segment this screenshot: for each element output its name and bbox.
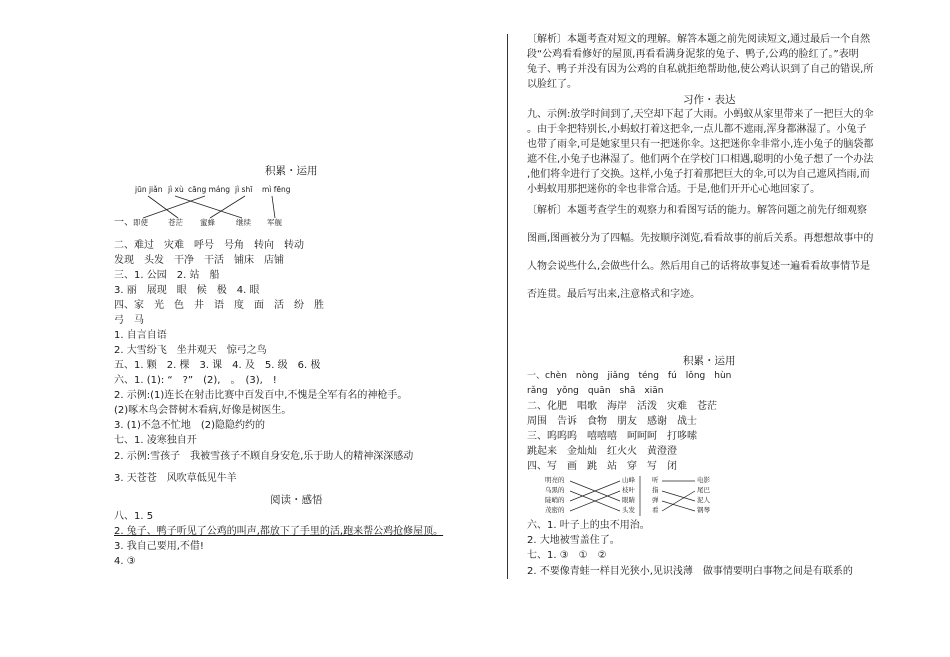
pinyin-3: cāng máng [188,185,231,194]
q8-answer-4: 4. ③ [114,556,136,567]
q4-line-2: 弓 马 [114,315,144,326]
q6-answer-2b: (2)啄木鸟会替树木看病,好像是树医生。 [114,405,292,416]
match-left-a-3: 陡峭的 [545,496,565,504]
match-left-b-3: 眼睛 [622,496,635,504]
q5-line: 五、1. 颗 2. 棵 3. 课 4. 及 5. 级 6. 极 [114,360,321,371]
section-title-jilei-yunyong: 积累・运用 [265,165,318,177]
q1-word-1: 即使 [133,218,148,227]
analysis-1-line-1: 〔解析〕本题考查对短文的理解。解答本题之前先阅读短文,通过最后一个自然 [527,34,871,45]
r7-answer-1: 七、1. ③ ① ② [527,550,607,561]
section-title-xizuo-biaoda: 习作・表达 [683,94,736,106]
match-left-b-2: 枝叶 [622,486,635,494]
q6-answer-2a: 2. 示例:(1)连长在射击比赛中百发百中,不愧是全军有名的神枪手。 [114,390,408,401]
q8-answer-1: 八、1. 5 [114,511,154,522]
q1-number: 一、 [114,217,134,228]
q3-line-2: 3. 丽 展现 眼 候 极 4. 眼 [114,285,260,296]
q9-line-6: 小蚂蚁用那把迷你的伞也非常合适。于是,他们开开心心地回家了。 [527,184,821,195]
analysis-2-line-4: 否连贯。最后写出来,注意格式和字迹。 [527,289,701,300]
analysis-2-line-1: 〔解析〕本题考查学生的观察力和看图写话的能力。解答问题之前先仔细观察 [527,205,867,216]
q1-word-2: 苍茫 [168,218,183,227]
q2-line-2: 发现 头发 干净 干活 铺床 店铺 [114,255,284,266]
q4-line-1: 四、家 光 色 井 语 度 面 活 纷 胜 [114,300,324,311]
match-right-a-1: 听 [652,476,659,484]
analysis-1-line-4: 以脸红了。 [527,79,577,90]
q9-line-2: 。由于伞把特别长,小蚂蚁打着这把伞,一点儿都不遮雨,浑身都淋湿了。小兔子 [527,124,867,135]
pinyin-2: jì xù [168,185,184,194]
r7-answer-2: 2. 不要像青蛙一样目光狭小,见识浅薄 做事情要明白事物之间是有联系的 [527,566,853,577]
match-right-b-3: 泥人 [697,496,710,504]
q9-line-4: 遮不住,小兔子也淋湿了。他们两个在学校门口相遇,聪明的小兔子想了一个办法 [527,154,874,165]
q9-line-5: ,他们将伞进行了交换。这样,小兔子打着那把巨大的伞,可以为自己遮风挡雨,而 [527,169,870,180]
section-title-jilei-yunyong-2: 积累・运用 [683,355,736,367]
r1-pinyin-line-2: rǎng yǒng quān shā xiān [527,386,664,396]
q9-line-1: 九、示例:放学时间到了,天空却下起了大雨。小蚂蚁从家里带来了一把巨大的伞 [527,109,874,120]
q1-word-3: 蜜蜂 [200,218,215,227]
r1-pinyin-line-1: 一、chèn nòng jiǎng téng fú lǒng hùn [527,371,732,381]
q7-answer-1: 七、1. 凌寒独自开 [114,435,197,446]
match-left-a-1: 明亮的 [545,476,565,484]
match-right-b-4: 钢琴 [697,506,710,514]
analysis-1-line-3: 兔子、鸭子并没有因为公鸡的自私就拒绝帮助他,使公鸡认识到了自己的错误,所 [527,64,874,75]
match-left-b-1: 山峰 [622,476,635,484]
section-title-yuedu-ganwu: 阅读・感悟 [270,494,323,506]
q2-line-1: 二、难过 灾难 呼号 号角 转向 转动 [114,240,304,251]
match-right-b-1: 电影 [697,476,710,484]
analysis-2-line-3: 人物会说些什么,会做些什么。然后用自己的话将故事复述一遍看看故事情节是 [527,261,871,272]
r6-answer-1: 六、1. 叶子上的虫不用治。 [527,520,650,531]
q7-answer-3: 3. 天苍苍 风吹草低见牛羊 [114,473,237,484]
r3-line-2: 跳起来 金灿灿 红火火 黄澄澄 [527,446,677,457]
match-left-a-2: 乌黑的 [545,486,565,494]
q6-answer-1: 六、1. (1): “ ?” (2), 。 (3), ! [114,375,277,386]
q6-answer-3: 3. (1)不急不忙地 (2)隐隐约约的 [114,420,266,431]
analysis-2-line-2: 图画,图画被分为了四幅。先按顺序浏览,看看故事的前后关系。再想想故事中的 [527,233,874,244]
r2-line-2: 周围 告诉 食物 朋友 感谢 战士 [527,416,697,427]
pinyin-1: jūn jiǎn [135,185,163,194]
r2-line-1: 二、化肥 唱歌 海岸 活泼 灾难 苍茫 [527,401,717,412]
match-right-a-4: 看 [652,506,659,514]
q8-answer-2: 2. 兔子、鸭子听见了公鸡的叫声,都放下了手里的活,跑来帮公鸡抢修屋顶。 [114,526,444,537]
q9-line-3: 也带了雨伞,可是她家里只有一把迷你伞。这把迷你伞非常小,连小兔子的脑袋都 [527,139,874,150]
match-right-b-2: 尾巴 [697,486,710,494]
r4-line: 四、写 画 跳 站 穿 写 闭 [527,461,677,472]
q4-answer-1: 1. 自言自语 [114,330,167,341]
r6-answer-2: 2. 大地被雪盖住了。 [527,535,620,546]
pinyin-4: jì shī [235,185,253,194]
pinyin-5: mì fēng [262,185,291,194]
q4-answer-2: 2. 大雪纷飞 坐井观天 惊弓之鸟 [114,345,267,356]
match-left-b-4: 头发 [622,506,635,514]
match-right-a-3: 弹 [652,496,659,504]
q1-word-5: 军舰 [267,218,282,227]
analysis-1-line-2: 段“公鸡看看修好的屋顶,再看看满身泥浆的兔子、鸭子,公鸡的脸红了。”表明 [527,49,859,60]
match-right-a-2: 指 [652,486,659,494]
match-left-a-4: 茂密的 [545,506,565,514]
r3-line-1: 三、呜呜呜 嘻嘻嘻 呵呵呵 打哆嗦 [527,431,697,442]
q1-word-4: 继续 [236,218,251,227]
q7-answer-2: 2. 示例:雪孩子 我被雪孩子不顾自身安危,乐于助人的精神深深感动 [114,451,414,462]
q3-line-1: 三、1. 公园 2. 站 船 [114,270,220,281]
q8-answer-3: 3. 我自己要用,不借! [114,541,204,552]
